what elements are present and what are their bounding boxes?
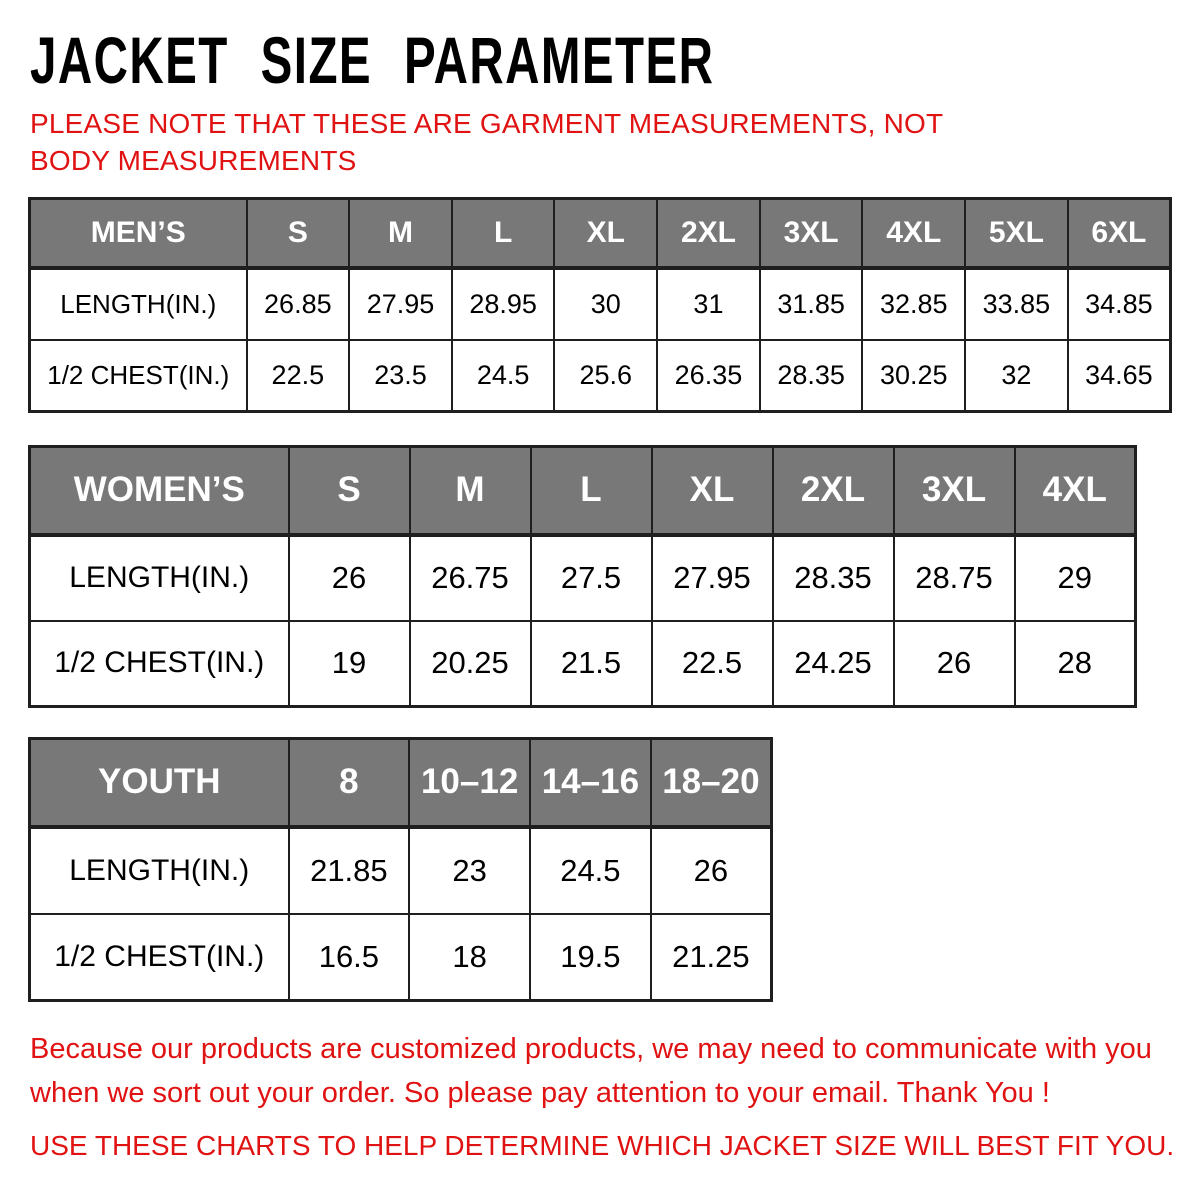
mens-measurement-value: 31	[657, 268, 760, 340]
womens-measurement-value: 24.25	[773, 621, 894, 707]
youth-measurement-value: 21.85	[289, 827, 410, 914]
mens-measurement-value: 30	[554, 268, 657, 340]
mens-size-header: M	[349, 199, 452, 268]
womens-measurement-value: 19	[289, 621, 410, 707]
mens-size-header: 6XL	[1068, 199, 1171, 268]
youth-size-header: 8	[289, 739, 410, 827]
youth-size-header: 18–20	[651, 739, 772, 827]
mens-measurement-value: 27.95	[349, 268, 452, 340]
mens-size-header: XL	[554, 199, 657, 268]
mens-size-header: 3XL	[760, 199, 863, 268]
mens-measurement-value: 34.85	[1068, 268, 1171, 340]
mens-size-header: 5XL	[965, 199, 1068, 268]
youth-measurement-value: 23	[409, 827, 530, 914]
womens-measurement-value: 26	[894, 621, 1015, 707]
youth-header-row	[30, 739, 772, 827]
womens-measurement-value: 21.5	[531, 621, 652, 707]
youth-row-label: 1/2 CHEST(IN.)	[30, 914, 289, 1001]
mens-measurement-value: 26.35	[657, 340, 760, 412]
womens-measurement-value: 28.35	[773, 535, 894, 621]
youth-data-row	[30, 914, 772, 1001]
youth-size-table	[28, 737, 773, 1002]
mens-measurement-value: 28.95	[452, 268, 555, 340]
mens-data-row	[30, 268, 1171, 340]
womens-measurement-value: 28.75	[894, 535, 1015, 621]
mens-measurement-value: 24.5	[452, 340, 555, 412]
garment-measurement-note: PLEASE NOTE THAT THESE ARE GARMENT MEASUREMENTS, NOT BODY MEASUREMENTS	[30, 108, 943, 176]
mens-measurement-value: 23.5	[349, 340, 452, 412]
womens-measurement-value: 29	[1015, 535, 1136, 621]
mens-size-header: S	[247, 199, 350, 268]
womens-measurement-value: 20.25	[410, 621, 531, 707]
mens-header-row	[30, 199, 1171, 268]
youth-data-row	[30, 827, 772, 914]
mens-size-header: 4XL	[862, 199, 965, 268]
youth-row-label: LENGTH(IN.)	[30, 827, 289, 914]
mens-measurement-value: 34.65	[1068, 340, 1171, 412]
mens-size-header: L	[452, 199, 555, 268]
mens-measurement-value: 28.35	[760, 340, 863, 412]
mens-row-label: LENGTH(IN.)	[30, 268, 247, 340]
womens-measurement-value: 28	[1015, 621, 1136, 707]
womens-row-label: 1/2 CHEST(IN.)	[30, 621, 289, 707]
youth-measurement-value: 24.5	[530, 827, 651, 914]
womens-size-header: 4XL	[1015, 447, 1136, 535]
womens-measurement-value: 26.75	[410, 535, 531, 621]
mens-measurement-value: 26.85	[247, 268, 350, 340]
mens-row-label: 1/2 CHEST(IN.)	[30, 340, 247, 412]
mens-data-row	[30, 340, 1171, 412]
womens-size-header: XL	[652, 447, 773, 535]
mens-table-title: MEN’S	[30, 199, 247, 268]
mens-measurement-value: 22.5	[247, 340, 350, 412]
womens-data-row	[30, 621, 1136, 707]
youth-measurement-value: 21.25	[651, 914, 772, 1001]
mens-measurement-value: 32.85	[862, 268, 965, 340]
womens-size-header: 3XL	[894, 447, 1015, 535]
mens-measurement-value: 33.85	[965, 268, 1068, 340]
mens-measurement-value: 30.25	[862, 340, 965, 412]
youth-size-header: 10–12	[409, 739, 530, 827]
womens-size-header: 2XL	[773, 447, 894, 535]
womens-table-title: WOMEN’S	[30, 447, 289, 535]
mens-size-table	[28, 197, 1172, 413]
womens-data-row	[30, 535, 1136, 621]
womens-size-header: S	[289, 447, 410, 535]
womens-measurement-value: 27.5	[531, 535, 652, 621]
womens-size-header: L	[531, 447, 652, 535]
youth-size-header: 14–16	[530, 739, 651, 827]
mens-measurement-value: 25.6	[554, 340, 657, 412]
customization-communication-note: Because our products are customized products, we may need to communicate with you when we sort out your order. So please pay attention to your email. Thank You !	[30, 1033, 1152, 1109]
youth-measurement-value: 16.5	[289, 914, 410, 1001]
youth-measurement-value: 18	[409, 914, 530, 1001]
youth-measurement-value: 19.5	[530, 914, 651, 1001]
page-title: JACKET SIZE PARAMETER	[30, 23, 715, 97]
mens-measurement-value: 32	[965, 340, 1068, 412]
womens-size-table	[28, 445, 1137, 708]
youth-measurement-value: 26	[651, 827, 772, 914]
mens-size-header: 2XL	[657, 199, 760, 268]
chart-usage-note: USE THESE CHARTS TO HELP DETERMINE WHICH JACKET SIZE WILL BEST FIT YOU.	[30, 1130, 1175, 1161]
womens-size-header: M	[410, 447, 531, 535]
youth-table-title: YOUTH	[30, 739, 289, 827]
womens-measurement-value: 27.95	[652, 535, 773, 621]
womens-measurement-value: 22.5	[652, 621, 773, 707]
womens-header-row	[30, 447, 1136, 535]
mens-measurement-value: 31.85	[760, 268, 863, 340]
womens-measurement-value: 26	[289, 535, 410, 621]
womens-row-label: LENGTH(IN.)	[30, 535, 289, 621]
